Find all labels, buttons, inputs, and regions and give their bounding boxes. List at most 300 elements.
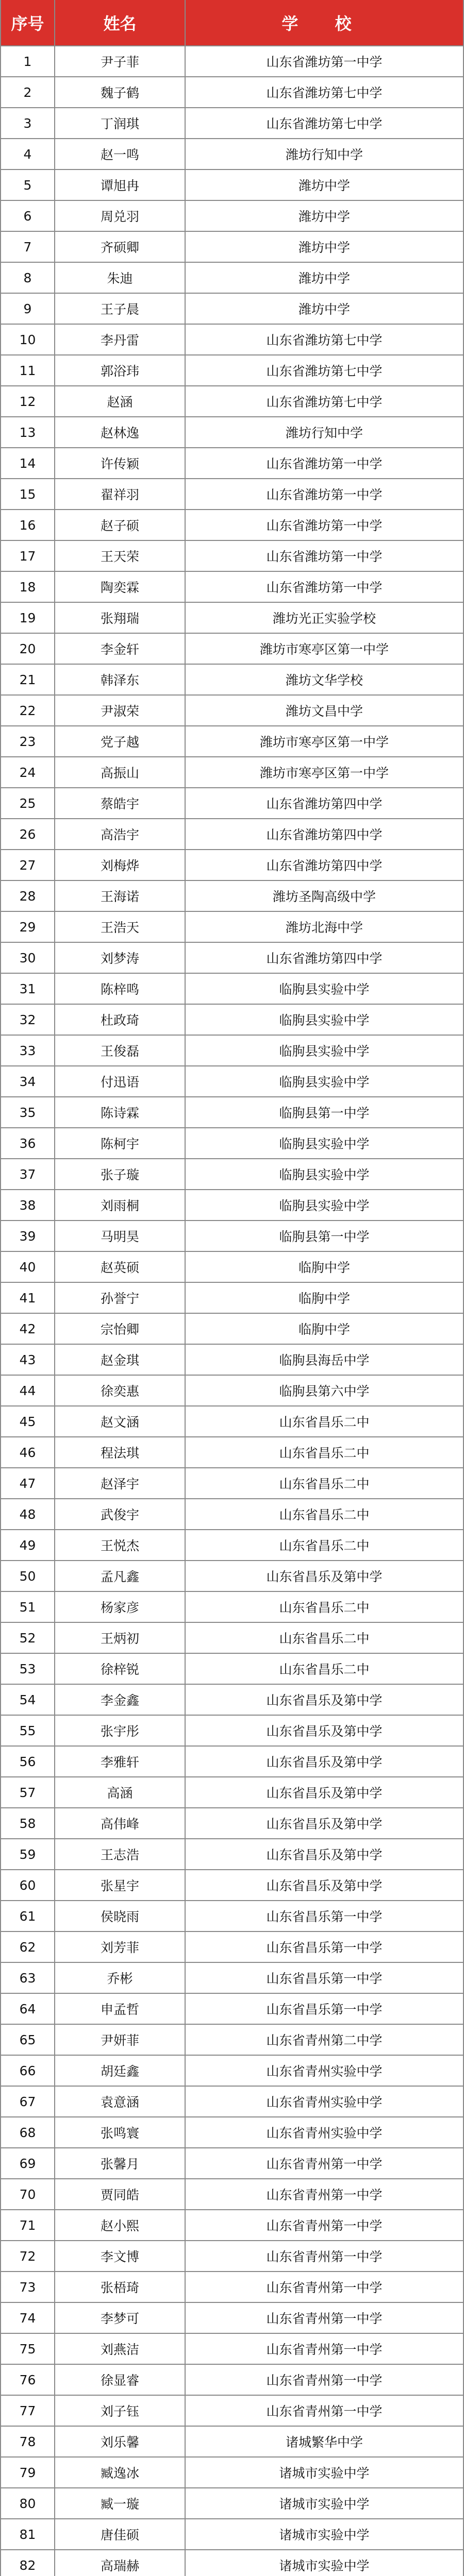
table-row <box>0 1963 464 1994</box>
row-name: 翟祥羽 <box>55 479 186 509</box>
row-no: 7 <box>0 232 55 262</box>
row-school: 山东省青州第一中学 <box>186 2179 464 2209</box>
table-row <box>0 1283 464 1314</box>
row-school: 山东省昌乐及第中学 <box>186 1716 464 1745</box>
row-name: 陈梓鸣 <box>55 974 186 1004</box>
row-school: 潍坊市寒亭区第一中学 <box>186 634 464 664</box>
row-name: 刘乐馨 <box>55 2427 186 2456</box>
table-row <box>0 46 464 77</box>
row-no: 38 <box>0 1190 55 1220</box>
row-name: 丁润琪 <box>55 108 186 138</box>
table-row <box>0 1654 464 1685</box>
row-name: 刘梦涛 <box>55 943 186 973</box>
row-name: 程法琪 <box>55 1437 186 1467</box>
table-row <box>0 479 464 510</box>
row-no: 14 <box>0 448 55 478</box>
row-no: 40 <box>0 1252 55 1282</box>
row-school: 潍坊行知中学 <box>186 417 464 447</box>
table-row <box>0 1499 464 1530</box>
row-name: 贾同皓 <box>55 2179 186 2209</box>
table-row <box>0 943 464 974</box>
table-row <box>0 912 464 943</box>
row-name: 李金轩 <box>55 634 186 664</box>
row-name: 杜政琦 <box>55 1005 186 1035</box>
row-school: 山东省昌乐二中 <box>186 1406 464 1436</box>
row-school: 山东省昌乐二中 <box>186 1499 464 1529</box>
row-no: 1 <box>0 46 55 76</box>
row-no: 55 <box>0 1716 55 1745</box>
row-no: 19 <box>0 603 55 633</box>
row-name: 高涵 <box>55 1777 186 1807</box>
table-row <box>0 1406 464 1437</box>
row-school: 山东省青州第一中学 <box>186 2241 464 2271</box>
row-name: 侯晓雨 <box>55 1901 186 1931</box>
row-name: 刘子钰 <box>55 2396 186 2426</box>
table-row <box>0 572 464 603</box>
row-no: 70 <box>0 2179 55 2209</box>
row-school: 山东省昌乐及第中学 <box>186 1561 464 1591</box>
table-row <box>0 2056 464 2087</box>
table-row <box>0 108 464 139</box>
row-name: 赵金琪 <box>55 1345 186 1375</box>
row-no: 78 <box>0 2427 55 2456</box>
table-row <box>0 541 464 572</box>
row-name: 魏子鹤 <box>55 77 186 107</box>
table-row <box>0 1159 464 1190</box>
table-row <box>0 1839 464 1870</box>
row-name: 李梦可 <box>55 2303 186 2333</box>
row-school: 山东省昌乐及第中学 <box>186 1870 464 1900</box>
row-school: 山东省潍坊第一中学 <box>186 510 464 540</box>
row-no: 5 <box>0 170 55 200</box>
row-school: 临朐中学 <box>186 1283 464 1313</box>
row-name: 陶奕霖 <box>55 572 186 602</box>
row-no: 25 <box>0 788 55 818</box>
row-name: 赵文涵 <box>55 1406 186 1436</box>
row-no: 80 <box>0 2488 55 2518</box>
row-name: 王炳初 <box>55 1623 186 1653</box>
row-name: 刘梅烨 <box>55 850 186 880</box>
row-no: 46 <box>0 1437 55 1467</box>
row-school: 临朐县实验中学 <box>186 1159 464 1189</box>
row-school: 潍坊文华学校 <box>186 665 464 694</box>
row-no: 82 <box>0 2550 55 2576</box>
row-no: 45 <box>0 1406 55 1436</box>
row-no: 79 <box>0 2458 55 2487</box>
row-no: 20 <box>0 634 55 664</box>
row-school: 临朐县实验中学 <box>186 1128 464 1158</box>
row-name: 陈柯宇 <box>55 1128 186 1158</box>
table-row <box>0 2241 464 2272</box>
row-name: 李丹雷 <box>55 325 186 354</box>
row-no: 18 <box>0 572 55 602</box>
table-row <box>0 1808 464 1839</box>
row-school: 临朐县实验中学 <box>186 1066 464 1096</box>
row-name: 张子璇 <box>55 1159 186 1189</box>
row-school: 潍坊中学 <box>186 263 464 293</box>
row-no: 48 <box>0 1499 55 1529</box>
row-school: 山东省青州第二中学 <box>186 2025 464 2055</box>
row-name: 王天荣 <box>55 541 186 571</box>
row-school: 山东省昌乐二中 <box>186 1437 464 1467</box>
row-name: 党子越 <box>55 726 186 756</box>
row-name: 李文博 <box>55 2241 186 2271</box>
table-row <box>0 1901 464 1932</box>
row-no: 3 <box>0 108 55 138</box>
row-name: 高瑞赫 <box>55 2550 186 2576</box>
table-row <box>0 2334 464 2365</box>
row-school: 临朐县第六中学 <box>186 1376 464 1405</box>
row-no: 28 <box>0 881 55 911</box>
row-school: 潍坊北海中学 <box>186 912 464 942</box>
row-no: 4 <box>0 139 55 169</box>
row-no: 49 <box>0 1530 55 1560</box>
table-row <box>0 788 464 819</box>
row-school: 临朐中学 <box>186 1314 464 1344</box>
row-no: 53 <box>0 1654 55 1684</box>
row-name: 孙誉宁 <box>55 1283 186 1313</box>
row-no: 35 <box>0 1097 55 1127</box>
row-school: 山东省昌乐第一中学 <box>186 1932 464 1962</box>
row-name: 付迅语 <box>55 1066 186 1096</box>
table-row <box>0 1747 464 1777</box>
row-no: 61 <box>0 1901 55 1931</box>
row-no: 50 <box>0 1561 55 1591</box>
table-row <box>0 1437 464 1468</box>
row-school: 山东省青州第一中学 <box>186 2148 464 2178</box>
row-school: 潍坊光正实验学校 <box>186 603 464 633</box>
table-row <box>0 2303 464 2334</box>
header-school: 学 校 <box>186 0 464 45</box>
row-name: 臧逸冰 <box>55 2458 186 2487</box>
row-no: 33 <box>0 1036 55 1065</box>
row-school: 山东省青州实验中学 <box>186 2056 464 2086</box>
row-name: 尹妍菲 <box>55 2025 186 2055</box>
table-row <box>0 1623 464 1654</box>
row-no: 12 <box>0 386 55 416</box>
row-no: 51 <box>0 1592 55 1622</box>
row-school: 山东省昌乐二中 <box>186 1623 464 1653</box>
row-no: 56 <box>0 1747 55 1776</box>
row-school: 潍坊中学 <box>186 294 464 324</box>
row-name: 徐显睿 <box>55 2365 186 2395</box>
row-name: 王悦杰 <box>55 1530 186 1560</box>
row-school: 临朐县实验中学 <box>186 1036 464 1065</box>
row-name: 唐佳硕 <box>55 2519 186 2549</box>
row-no: 63 <box>0 1963 55 1993</box>
row-no: 13 <box>0 417 55 447</box>
row-name: 蔡皓宇 <box>55 788 186 818</box>
table-row <box>0 881 464 912</box>
table-row <box>0 263 464 294</box>
row-name: 王子晨 <box>55 294 186 324</box>
row-school: 山东省昌乐第一中学 <box>186 1994 464 2024</box>
table-row <box>0 2519 464 2550</box>
row-no: 58 <box>0 1808 55 1838</box>
row-name: 王浩天 <box>55 912 186 942</box>
row-school: 山东省青州第一中学 <box>186 2303 464 2333</box>
table-row <box>0 1066 464 1097</box>
row-no: 29 <box>0 912 55 942</box>
row-no: 16 <box>0 510 55 540</box>
row-no: 10 <box>0 325 55 354</box>
row-no: 23 <box>0 726 55 756</box>
table-row <box>0 1252 464 1283</box>
row-no: 6 <box>0 201 55 231</box>
row-no: 21 <box>0 665 55 694</box>
row-school: 山东省昌乐及第中学 <box>186 1777 464 1807</box>
table-row <box>0 1314 464 1345</box>
table-row <box>0 726 464 757</box>
row-no: 54 <box>0 1685 55 1715</box>
row-no: 60 <box>0 1870 55 1900</box>
row-no: 72 <box>0 2241 55 2271</box>
row-no: 32 <box>0 1005 55 1035</box>
table-row <box>0 1376 464 1406</box>
row-school: 山东省昌乐及第中学 <box>186 1808 464 1838</box>
row-school: 临朐县实验中学 <box>186 1190 464 1220</box>
row-name: 杨家彦 <box>55 1592 186 1622</box>
table-row <box>0 2427 464 2458</box>
row-name: 张翔瑞 <box>55 603 186 633</box>
row-no: 73 <box>0 2272 55 2302</box>
row-school: 山东省昌乐二中 <box>186 1654 464 1684</box>
table-row <box>0 1716 464 1747</box>
row-no: 43 <box>0 1345 55 1375</box>
table-row <box>0 1870 464 1901</box>
table-row <box>0 2179 464 2210</box>
table-row <box>0 1468 464 1499</box>
row-no: 27 <box>0 850 55 880</box>
row-no: 26 <box>0 819 55 849</box>
row-school: 山东省潍坊第七中学 <box>186 325 464 354</box>
row-name: 刘雨桐 <box>55 1190 186 1220</box>
row-no: 65 <box>0 2025 55 2055</box>
row-name: 韩泽东 <box>55 665 186 694</box>
table-row <box>0 634 464 665</box>
row-school: 山东省潍坊第一中学 <box>186 46 464 76</box>
row-school: 诸城市实验中学 <box>186 2458 464 2487</box>
row-school: 山东省潍坊第七中学 <box>186 355 464 385</box>
table-row <box>0 1190 464 1221</box>
row-no: 17 <box>0 541 55 571</box>
row-no: 59 <box>0 1839 55 1869</box>
row-name: 许传颖 <box>55 448 186 478</box>
row-name: 申孟哲 <box>55 1994 186 2024</box>
row-no: 2 <box>0 77 55 107</box>
header-no: 序号 <box>0 0 55 45</box>
table-row <box>0 2458 464 2488</box>
row-school: 潍坊中学 <box>186 232 464 262</box>
row-no: 34 <box>0 1066 55 1096</box>
row-school: 临朐中学 <box>186 1252 464 1282</box>
row-school: 诸城市实验中学 <box>186 2519 464 2549</box>
row-no: 37 <box>0 1159 55 1189</box>
row-no: 44 <box>0 1376 55 1405</box>
row-name: 武俊宇 <box>55 1499 186 1529</box>
row-name: 袁意涵 <box>55 2087 186 2116</box>
table-header <box>0 0 464 46</box>
row-name: 赵涵 <box>55 386 186 416</box>
row-name: 徐梓锐 <box>55 1654 186 1684</box>
row-name: 高浩宇 <box>55 819 186 849</box>
row-no: 24 <box>0 757 55 787</box>
row-school: 临朐县实验中学 <box>186 974 464 1004</box>
row-name: 高振山 <box>55 757 186 787</box>
row-no: 64 <box>0 1994 55 2024</box>
row-name: 陈诗霖 <box>55 1097 186 1127</box>
row-name: 赵泽宇 <box>55 1468 186 1498</box>
table-row <box>0 2087 464 2117</box>
row-school: 山东省青州第一中学 <box>186 2272 464 2302</box>
row-name: 张宇彤 <box>55 1716 186 1745</box>
row-no: 62 <box>0 1932 55 1962</box>
row-name: 高伟峰 <box>55 1808 186 1838</box>
row-school: 山东省昌乐及第中学 <box>186 1747 464 1776</box>
row-school: 山东省昌乐二中 <box>186 1468 464 1498</box>
row-school: 山东省青州实验中学 <box>186 2117 464 2147</box>
row-school: 山东省青州第一中学 <box>186 2210 464 2240</box>
table-row <box>0 2272 464 2303</box>
row-school: 山东省潍坊第七中学 <box>186 386 464 416</box>
row-school: 山东省昌乐二中 <box>186 1530 464 1560</box>
table-row <box>0 1592 464 1623</box>
row-school: 潍坊市寒亭区第一中学 <box>186 757 464 787</box>
row-name: 乔彬 <box>55 1963 186 1993</box>
row-school: 山东省青州第一中学 <box>186 2334 464 2364</box>
row-name: 臧一璇 <box>55 2488 186 2518</box>
table-row <box>0 603 464 634</box>
row-name: 郭浴玮 <box>55 355 186 385</box>
row-school: 山东省潍坊第一中学 <box>186 448 464 478</box>
row-school: 山东省潍坊第一中学 <box>186 479 464 509</box>
row-no: 68 <box>0 2117 55 2147</box>
row-school: 潍坊中学 <box>186 201 464 231</box>
table-row <box>0 170 464 201</box>
row-name: 赵子硕 <box>55 510 186 540</box>
row-no: 22 <box>0 696 55 725</box>
row-name: 赵英硕 <box>55 1252 186 1282</box>
row-name: 刘芳菲 <box>55 1932 186 1962</box>
row-school: 山东省昌乐第一中学 <box>186 1901 464 1931</box>
row-school: 山东省潍坊第四中学 <box>186 943 464 973</box>
table-row <box>0 1530 464 1561</box>
row-school: 山东省潍坊第四中学 <box>186 850 464 880</box>
row-no: 71 <box>0 2210 55 2240</box>
row-no: 77 <box>0 2396 55 2426</box>
table-row <box>0 696 464 726</box>
row-no: 31 <box>0 974 55 1004</box>
row-name: 王志浩 <box>55 1839 186 1869</box>
row-name: 刘燕洁 <box>55 2334 186 2364</box>
row-name: 张梧琦 <box>55 2272 186 2302</box>
row-no: 36 <box>0 1128 55 1158</box>
row-school: 诸城繁华中学 <box>186 2427 464 2456</box>
row-name: 宗怡卿 <box>55 1314 186 1344</box>
table-row <box>0 1777 464 1808</box>
row-name: 张馨月 <box>55 2148 186 2178</box>
table-row <box>0 417 464 448</box>
row-school: 诸城市实验中学 <box>186 2550 464 2576</box>
row-school: 山东省潍坊第四中学 <box>186 819 464 849</box>
row-no: 41 <box>0 1283 55 1313</box>
table-row <box>0 974 464 1005</box>
row-school: 潍坊行知中学 <box>186 139 464 169</box>
row-school: 山东省昌乐二中 <box>186 1592 464 1622</box>
row-school: 山东省潍坊第一中学 <box>186 541 464 571</box>
row-name: 徐奕惠 <box>55 1376 186 1405</box>
row-no: 52 <box>0 1623 55 1653</box>
row-school: 潍坊圣陶高级中学 <box>186 881 464 911</box>
row-school: 山东省潍坊第一中学 <box>186 572 464 602</box>
row-school: 潍坊市寒亭区第一中学 <box>186 726 464 756</box>
table-row <box>0 1345 464 1376</box>
table-body <box>0 46 464 2576</box>
row-name: 尹淑荣 <box>55 696 186 725</box>
row-school: 潍坊文昌中学 <box>186 696 464 725</box>
row-name: 王海诺 <box>55 881 186 911</box>
table-row <box>0 2117 464 2148</box>
table-row <box>0 325 464 355</box>
table-row <box>0 1561 464 1592</box>
row-name: 谭旭冉 <box>55 170 186 200</box>
table-row <box>0 757 464 788</box>
row-no: 76 <box>0 2365 55 2395</box>
row-no: 30 <box>0 943 55 973</box>
table-row <box>0 819 464 850</box>
row-no: 15 <box>0 479 55 509</box>
row-school: 山东省昌乐及第中学 <box>186 1685 464 1715</box>
row-no: 74 <box>0 2303 55 2333</box>
row-name: 张鸣寰 <box>55 2117 186 2147</box>
row-name: 张星宇 <box>55 1870 186 1900</box>
row-school: 山东省青州实验中学 <box>186 2087 464 2116</box>
row-school: 山东省青州第一中学 <box>186 2365 464 2395</box>
row-no: 75 <box>0 2334 55 2364</box>
table-row <box>0 294 464 325</box>
row-name: 赵林逸 <box>55 417 186 447</box>
row-school: 山东省潍坊第七中学 <box>186 108 464 138</box>
table-row <box>0 2210 464 2241</box>
table-row <box>0 2488 464 2519</box>
row-name: 胡廷鑫 <box>55 2056 186 2086</box>
row-school: 诸城市实验中学 <box>186 2488 464 2518</box>
row-no: 47 <box>0 1468 55 1498</box>
row-school: 临朐县第一中学 <box>186 1097 464 1127</box>
row-school: 山东省潍坊第四中学 <box>186 788 464 818</box>
table-row <box>0 1128 464 1159</box>
row-school: 山东省昌乐及第中学 <box>186 1839 464 1869</box>
table-row <box>0 77 464 108</box>
table-row <box>0 201 464 232</box>
row-name: 王俊磊 <box>55 1036 186 1065</box>
row-school: 山东省昌乐第一中学 <box>186 1963 464 1993</box>
table-row <box>0 232 464 263</box>
row-no: 81 <box>0 2519 55 2549</box>
row-school: 临朐县海岳中学 <box>186 1345 464 1375</box>
row-school: 山东省青州第一中学 <box>186 2396 464 2426</box>
row-name: 李雅轩 <box>55 1747 186 1776</box>
table-row <box>0 1221 464 1252</box>
row-name: 齐硕卿 <box>55 232 186 262</box>
header-name: 姓名 <box>55 0 186 45</box>
table-row <box>0 2550 464 2576</box>
row-name: 孟凡鑫 <box>55 1561 186 1591</box>
row-name: 周兑羽 <box>55 201 186 231</box>
row-no: 9 <box>0 294 55 324</box>
table-row <box>0 139 464 170</box>
table-row <box>0 355 464 386</box>
